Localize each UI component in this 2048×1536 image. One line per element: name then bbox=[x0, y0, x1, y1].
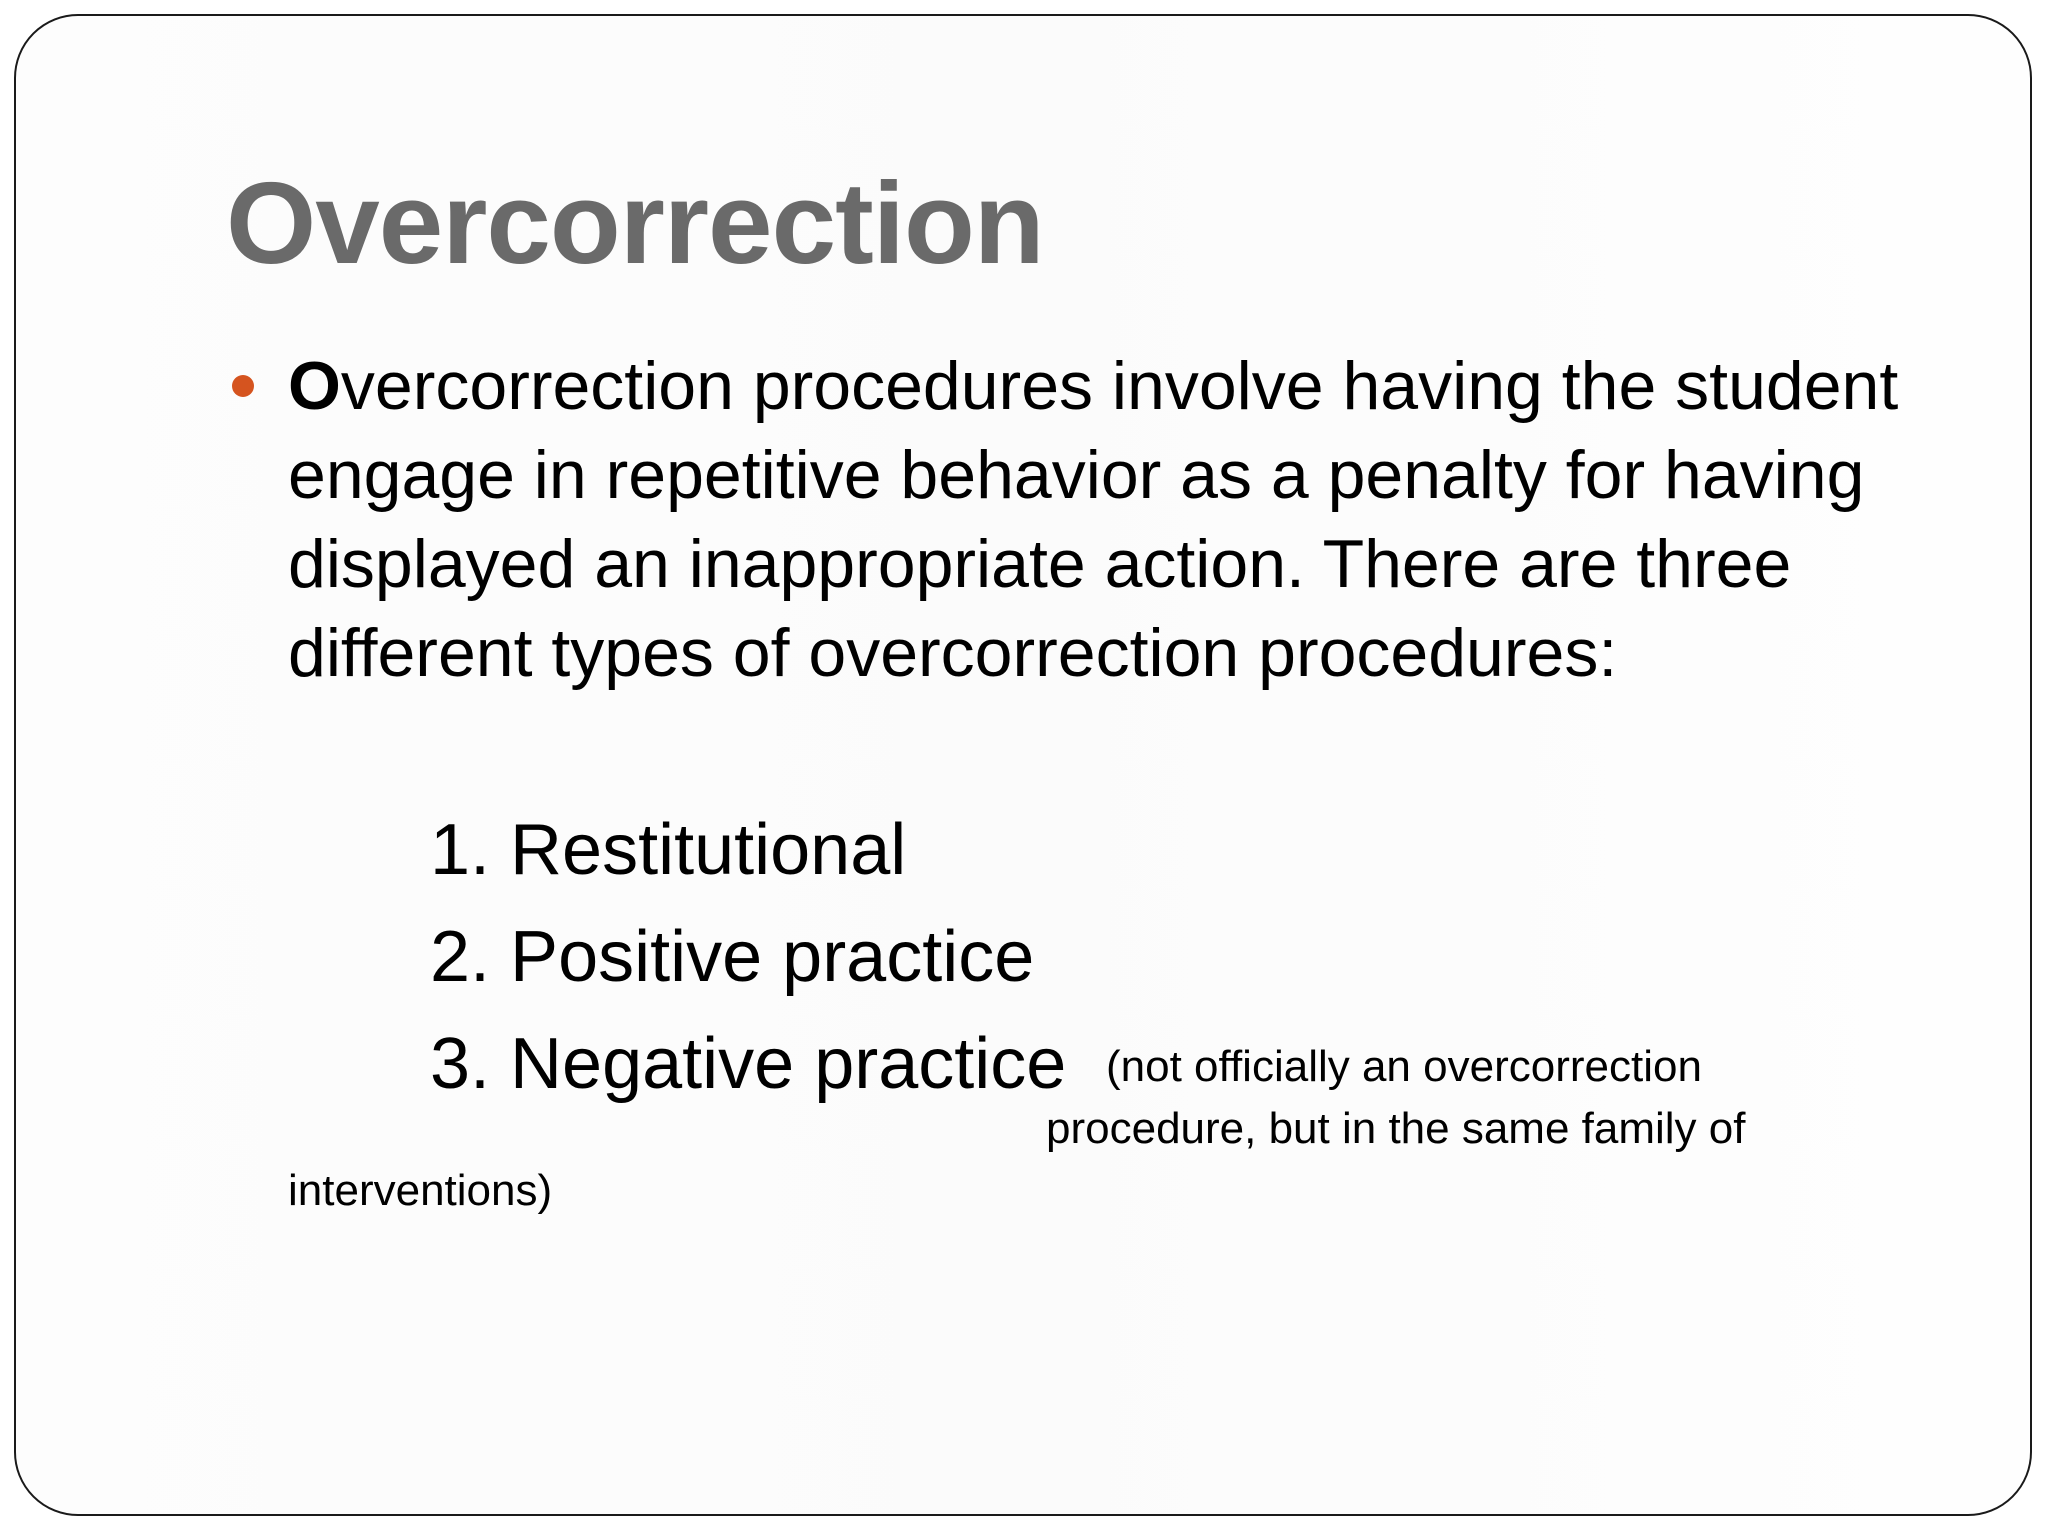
note-line-2: procedure, but in the same family of bbox=[1046, 1104, 1746, 1153]
list-item-label: 3. Negative practice bbox=[430, 1024, 1067, 1104]
slide-title: Overcorrection bbox=[226, 158, 1044, 288]
bullet-dot-icon bbox=[232, 375, 254, 397]
bullet-paragraph bbox=[288, 342, 1988, 698]
note-line-3: interventions) bbox=[288, 1166, 553, 1215]
negative-practice-note bbox=[288, 1036, 1828, 1222]
note-line-1: (not officially an overcorrection bbox=[1106, 1042, 1702, 1091]
bullet-lead-letter: O bbox=[288, 348, 341, 424]
list-item-positive-practice: 2. Positive practice bbox=[430, 917, 1035, 997]
list-item-restitutional: 1. Restitutional bbox=[430, 810, 907, 890]
bullet-text: vercorrection procedures involve having the student engage in repetitive behavior as a penalty for having displayed an inappropriate action. There are three different types of overcorrection procedures: bbox=[288, 348, 1899, 691]
